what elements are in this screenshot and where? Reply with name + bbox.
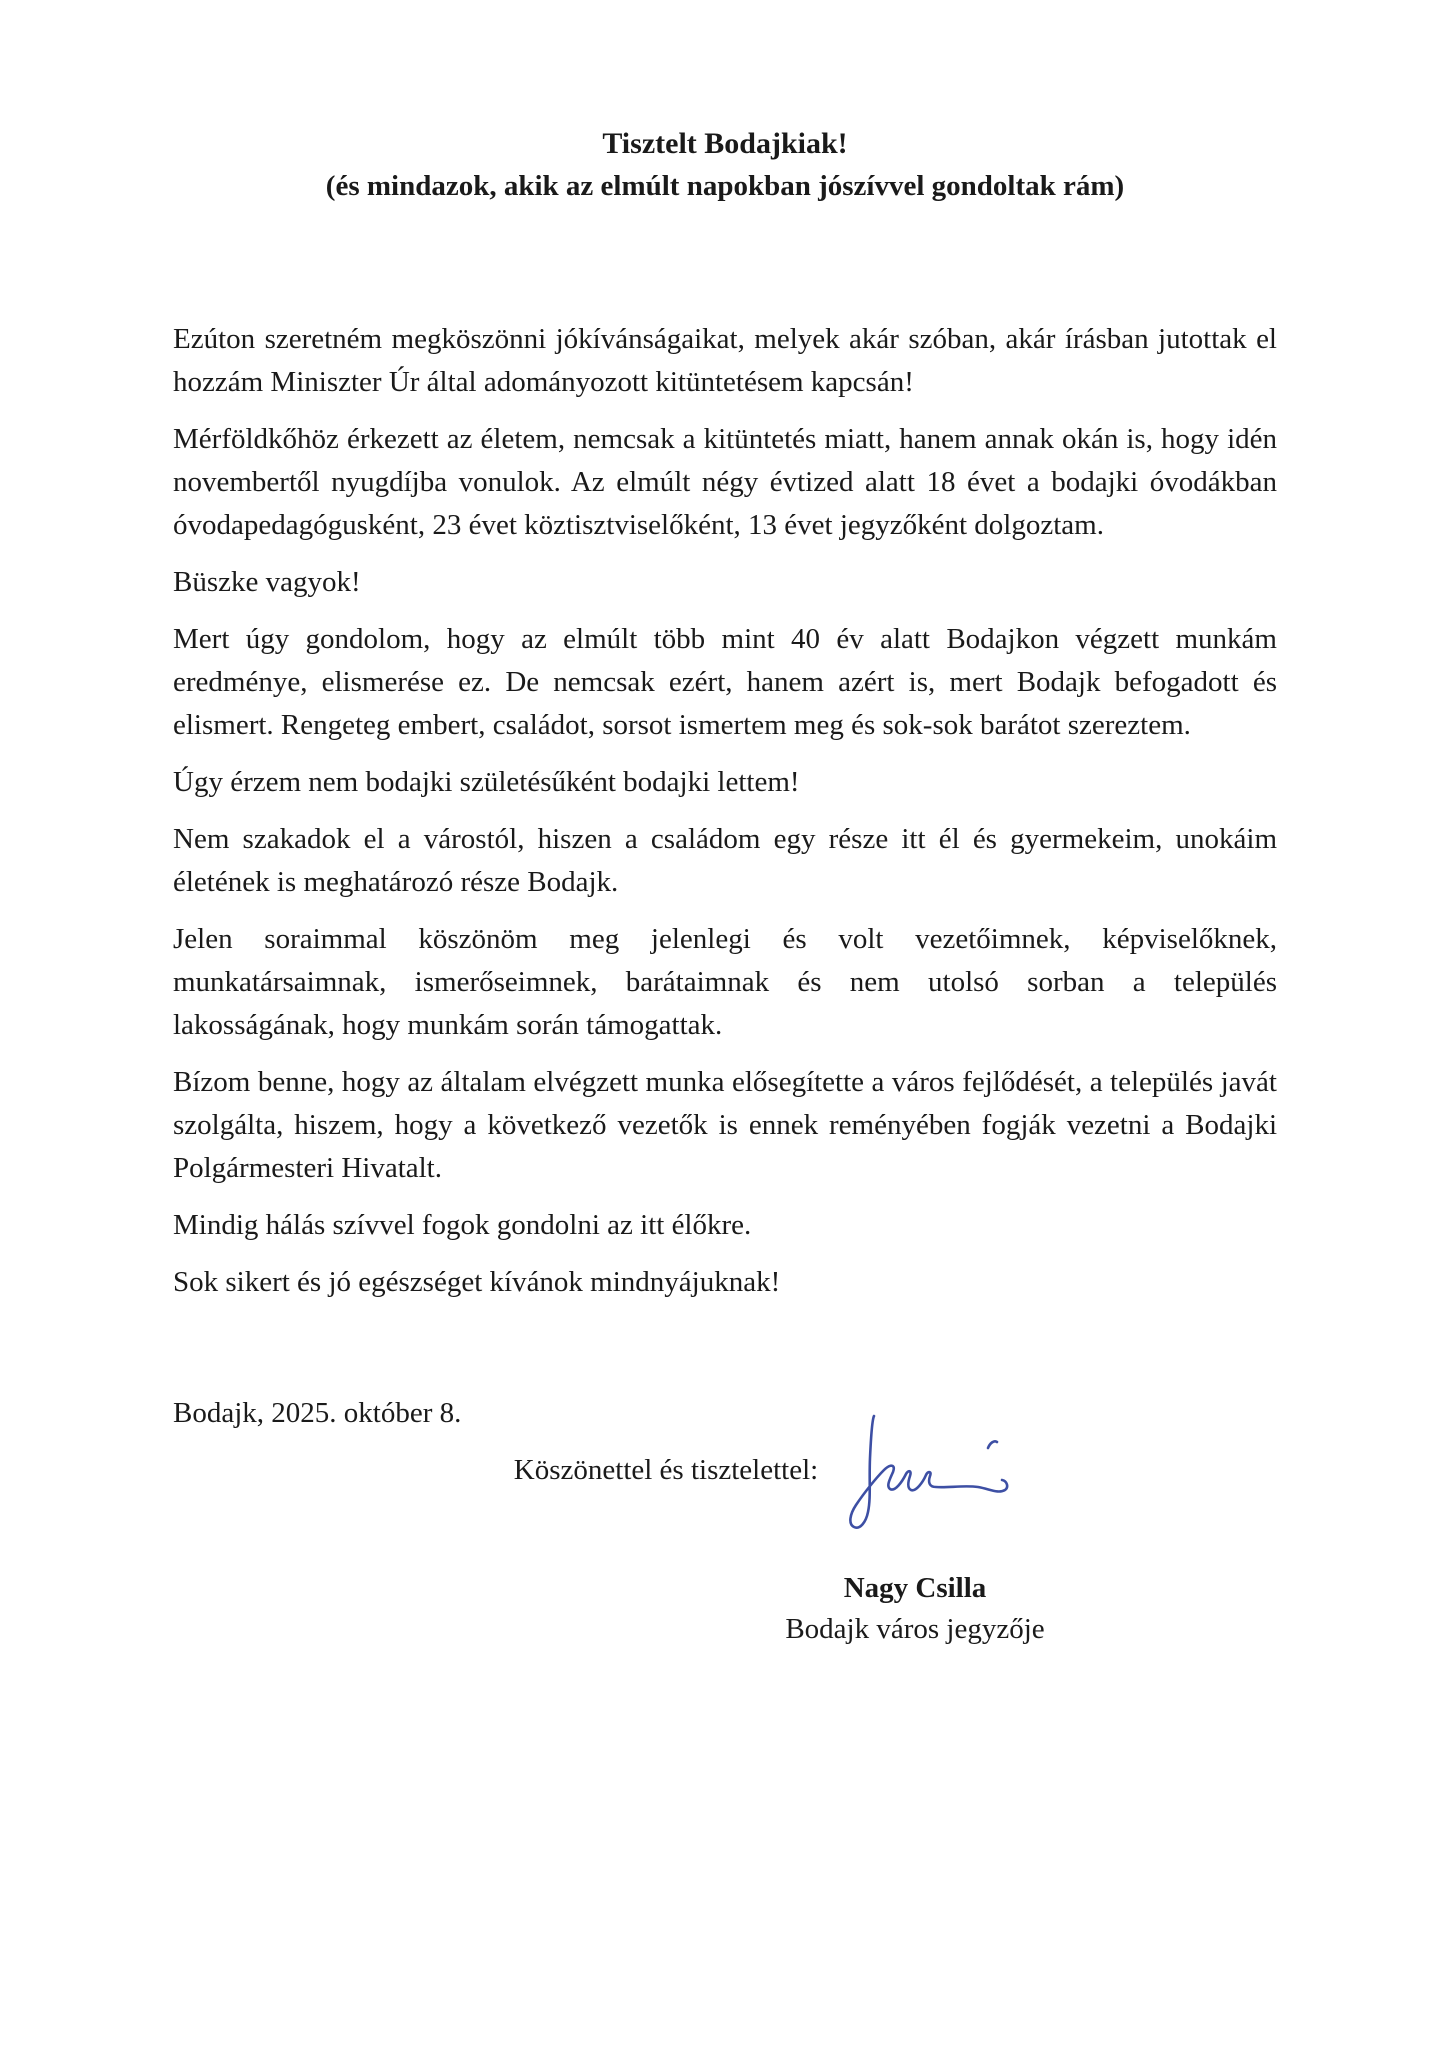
letter-subtitle: (és mindazok, akik az elmúlt napokban jószívvel gondoltak rám) xyxy=(325,170,1125,202)
letter-title: Tisztelt Bodajkiak! xyxy=(602,127,848,160)
letter-body xyxy=(173,318,1277,1304)
signer-title: Bodajk város jegyzője xyxy=(785,1613,1045,1645)
signature-scribble xyxy=(840,1406,1020,1546)
dateline: Bodajk, 2025. október 8. xyxy=(173,1397,462,1429)
letter-paragraph: Mérföldkőhöz érkezett az életem, nemcsak a kitüntetés miatt, hanem annak okán is, hogy idén novembertől nyugdíjba vonulok. Az elmúlt négy évtized alatt 18 évet a bodajki óvodákban óvodapedagógusként, 23 évet köztisztviselőként, 13 évet jegyzőként dolgoztam. xyxy=(173,423,1277,541)
letter-paragraph: Büszke vagyok! xyxy=(173,566,361,598)
signature-block xyxy=(715,1568,1115,1650)
closing-salutation: Köszönettel és tisztelettel: xyxy=(513,1454,819,1486)
letter-paragraph: Mert úgy gondolom, hogy az elmúlt több mint 40 év alatt Bodajkon végzett munkám eredménye, elismerése ez. De nemcsak ezért, hanem azért is, mert Bodajk befogadott és elismert. Rengeteg embert, családot, sorsot ismertem meg és sok-sok barátot szereztem. xyxy=(173,623,1277,741)
letter-paragraph: Úgy érzem nem bodajki születésűként bodajki lettem! xyxy=(173,766,800,798)
letter-paragraph: Sok sikert és jó egészséget kívánok mindnyájuknak! xyxy=(173,1266,781,1298)
letter-paragraph: Bízom benne, hogy az általam elvégzett munka elősegítette a város fejlődését, a település javát szolgálta, hiszem, hogy a következő vezetők is ennek reményében fogják vezetni a Bodajki Polgármesteri Hivatalt. xyxy=(173,1066,1277,1184)
letter-paragraph: Nem szakadok el a várostól, hiszen a családom egy része itt él és gyermekeim, unokáim életének is meghatározó része Bodajk. xyxy=(173,823,1277,898)
letter-paragraph: Mindig hálás szívvel fogok gondolni az itt élőkre. xyxy=(173,1209,752,1241)
handwritten-signature-icon xyxy=(840,1406,1020,1546)
signer-name: Nagy Csilla xyxy=(843,1572,987,1604)
letter-paragraph: Jelen soraimmal köszönöm meg jelenlegi és volt vezetőimnek, képviselőknek, munkatársaimnak, ismerőseimnek, barátaimnak és nem utolsó sorban a település lakosságának, hogy munkám során támogattak. xyxy=(173,923,1277,1041)
letter-paragraph: Ezúton szeretném megköszönni jókívánságaikat, melyek akár szóban, akár írásban jutottak el hozzám Miniszter Úr által adományozott kitüntetésem kapcsán! xyxy=(173,323,1277,398)
